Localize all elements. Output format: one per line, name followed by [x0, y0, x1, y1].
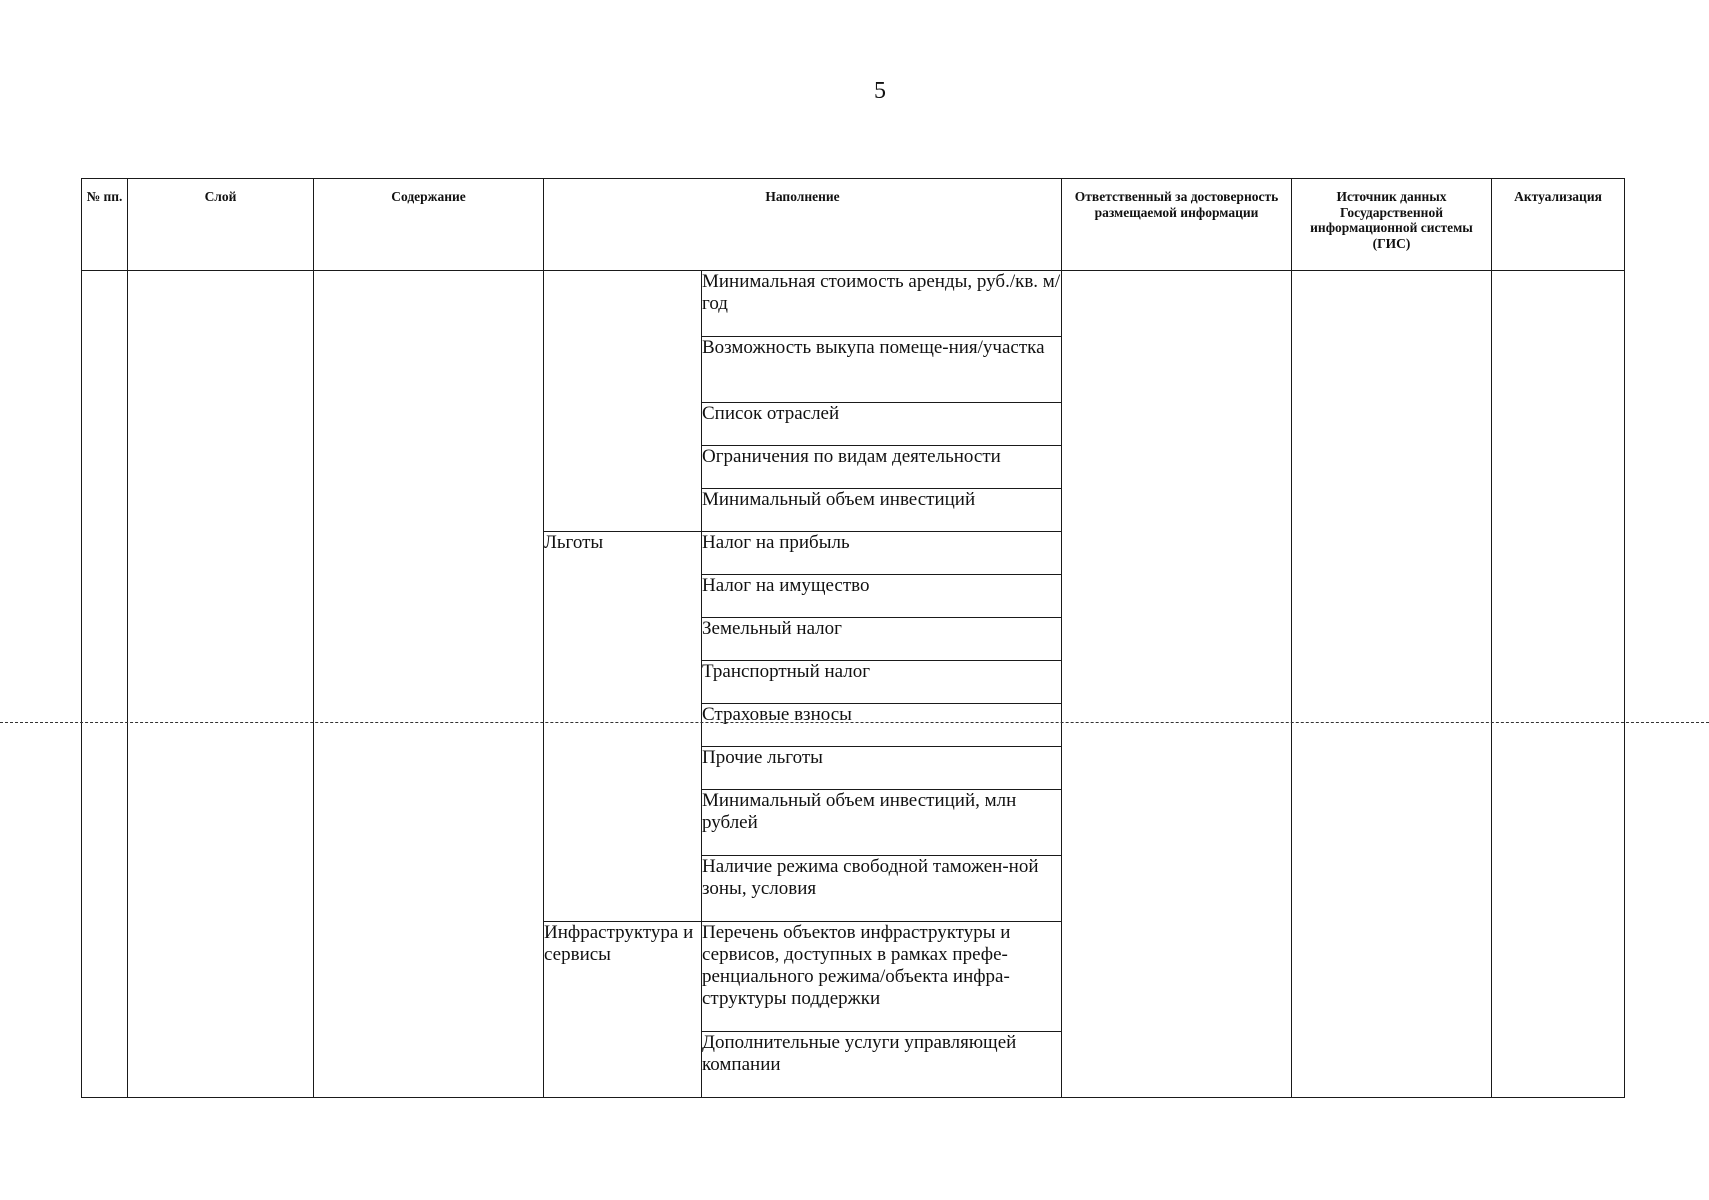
header-filling: Наполнение — [544, 179, 1062, 271]
item-insurance: Страховые взносы — [702, 704, 1062, 747]
cell-source — [1292, 271, 1492, 1098]
item-min-investment: Минимальный объем инвестиций — [702, 489, 1062, 532]
header-num: № пп. — [82, 179, 128, 271]
cell-content — [314, 271, 544, 1098]
item-land-tax: Земельный налог — [702, 618, 1062, 661]
header-responsible: Ответственный за достоверность размещаемой информации — [1062, 179, 1292, 271]
item-infrastructure-list: Перечень объектов инфраструктуры и сервисов, доступных в рамках префе-ренциального режима/объекта инфра-структуры поддержки — [702, 922, 1062, 1032]
scan-fold-line — [0, 722, 1709, 723]
item-activity-limits: Ограничения по видам деятельности — [702, 446, 1062, 489]
cell-update — [1492, 271, 1625, 1098]
header-row — [82, 179, 1625, 271]
cell-group-empty — [544, 271, 702, 532]
header-source: Источник данных Государственной информационной системы (ГИС) — [1292, 179, 1492, 271]
item-other-benefits: Прочие льготы — [702, 747, 1062, 790]
data-table — [81, 178, 1625, 1098]
table-row — [82, 271, 1625, 337]
item-transport-tax: Транспортный налог — [702, 661, 1062, 704]
item-profit-tax: Налог на прибыль — [702, 532, 1062, 575]
item-customs-zone: Наличие режима свободной таможен-ной зоны, условия — [702, 856, 1062, 922]
cell-num — [82, 271, 128, 1098]
item-min-rent: Минимальная стоимость аренды, руб./кв. м/год — [702, 271, 1062, 337]
cell-layer — [128, 271, 314, 1098]
item-industries: Список отраслей — [702, 403, 1062, 446]
header-layer: Слой — [128, 179, 314, 271]
page-number: 5 — [874, 78, 886, 104]
item-property-tax: Налог на имущество — [702, 575, 1062, 618]
item-extra-services: Дополнительные услуги управляющей компании — [702, 1032, 1062, 1098]
group-benefits: Льготы — [544, 532, 702, 922]
item-min-investment-mln: Минимальный объем инвестиций, млн рублей — [702, 790, 1062, 856]
header-update: Актуализация — [1492, 179, 1625, 271]
item-buyout: Возможность выкупа помеще-ния/участка — [702, 337, 1062, 403]
cell-responsible — [1062, 271, 1292, 1098]
group-infrastructure: Инфраструктура и сервисы — [544, 922, 702, 1098]
header-content: Содержание — [314, 179, 544, 271]
